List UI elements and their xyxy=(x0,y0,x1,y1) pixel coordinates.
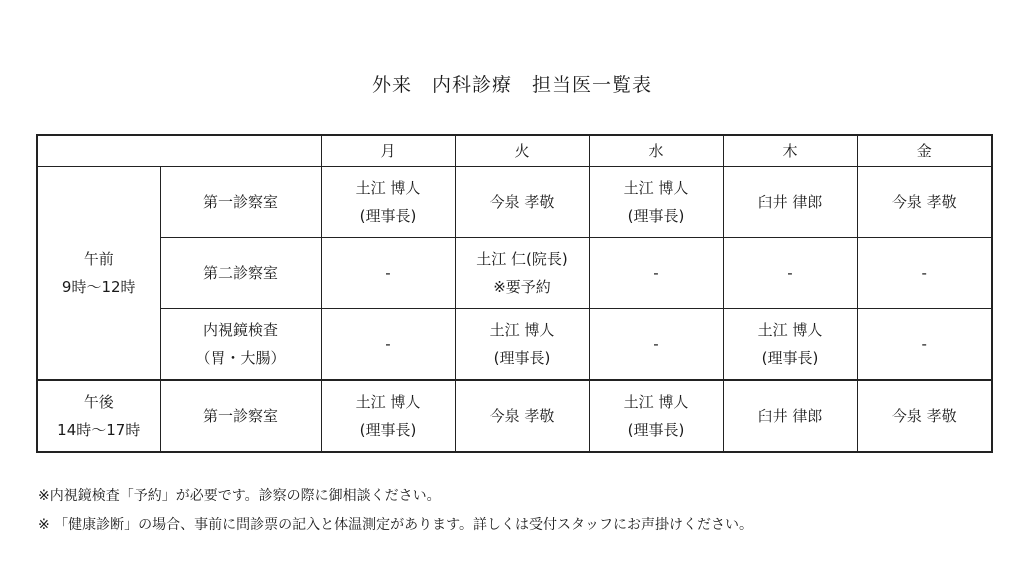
room-label: 第一診察室 xyxy=(160,167,321,238)
doctor-cell: 今泉 孝敬 xyxy=(455,167,589,238)
room-label: 内視鏡検査 （胃・大腸） xyxy=(160,309,321,381)
doctor-cell: - xyxy=(321,238,455,309)
header-row xyxy=(37,135,992,167)
doctor-cell: - xyxy=(723,238,857,309)
doctor-cell: 土江 博人 (理事長) xyxy=(321,167,455,238)
day-header-thu: 木 xyxy=(723,135,857,167)
note-health-check: ※ 「健康診断」の場合、事前に問診票の記入と体温測定があります。詳しくは受付スタッフにお声掛けください。 xyxy=(38,517,754,533)
doctor-cell: 土江 博人 (理事長) xyxy=(321,380,455,452)
doctor-cell: 土江 博人 (理事長) xyxy=(589,167,723,238)
doctor-cell: 土江 博人 (理事長) xyxy=(455,309,589,381)
doctor-cell: 今泉 孝敬 xyxy=(857,167,992,238)
table-row xyxy=(37,167,992,238)
doctor-cell: - xyxy=(589,309,723,381)
doctor-cell: - xyxy=(857,309,992,381)
room-label: 第二診察室 xyxy=(160,238,321,309)
doctor-cell: 土江 仁(院長) ※要予約 xyxy=(455,238,589,309)
doctor-cell: 今泉 孝敬 xyxy=(857,380,992,452)
table-row xyxy=(37,238,992,309)
room-label: 第一診察室 xyxy=(160,380,321,452)
doctor-cell: - xyxy=(589,238,723,309)
page-title: 外来 内科診療 担当医一覧表 xyxy=(371,74,652,96)
doctor-cell: 土江 博人 (理事長) xyxy=(723,309,857,381)
session-hours: 9時～12時 xyxy=(61,278,136,296)
notes xyxy=(38,482,753,540)
session-pm xyxy=(37,380,160,452)
doctor-cell: - xyxy=(857,238,992,309)
session-label: 午後 xyxy=(83,393,114,411)
header-blank-cell xyxy=(37,135,321,167)
doctor-cell: 臼井 律郎 xyxy=(723,380,857,452)
note-reservation: ※内視鏡検査「予約」が必要です。診察の際に御相談ください。 xyxy=(38,488,441,504)
session-am xyxy=(37,167,160,381)
session-label: 午前 xyxy=(83,250,114,268)
day-header-wed: 水 xyxy=(589,135,723,167)
doctor-cell: 今泉 孝敬 xyxy=(455,380,589,452)
day-header-mon: 月 xyxy=(321,135,455,167)
schedule-table xyxy=(36,134,993,453)
doctor-cell: - xyxy=(321,309,455,381)
doctor-cell: 臼井 律郎 xyxy=(723,167,857,238)
day-header-tue: 火 xyxy=(455,135,589,167)
table-row xyxy=(37,309,992,381)
table-row xyxy=(37,380,992,452)
day-header-fri: 金 xyxy=(857,135,992,167)
doctor-cell: 土江 博人 (理事長) xyxy=(589,380,723,452)
session-hours: 14時～17時 xyxy=(57,421,141,439)
